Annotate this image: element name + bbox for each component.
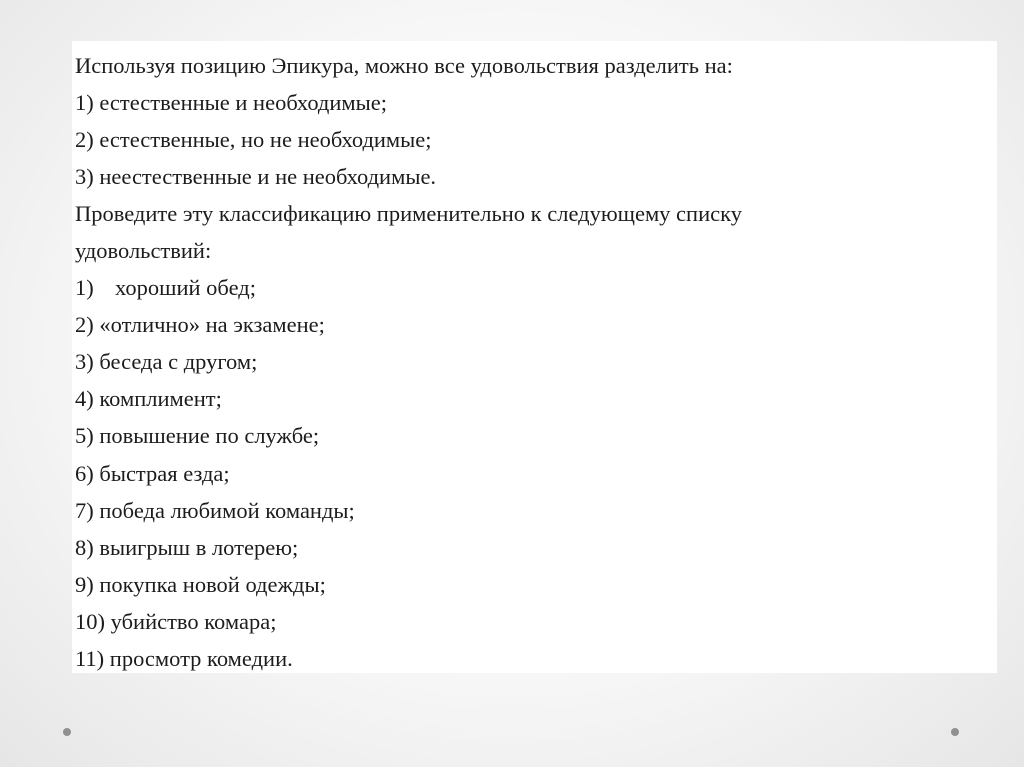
list-item-text: победа любимой команды; bbox=[99, 497, 355, 523]
list-item-number: 9) bbox=[75, 571, 94, 597]
category-item: 3) неестественные и не необходимые. bbox=[75, 164, 437, 190]
slide-card bbox=[72, 41, 997, 673]
list-item-text: убийство комара; bbox=[110, 608, 277, 634]
list-item bbox=[75, 343, 975, 380]
list-item-number: 6) bbox=[75, 460, 94, 486]
list-item-text: «отлично» на экзамене; bbox=[99, 312, 325, 338]
list-item bbox=[75, 455, 975, 492]
list-item-number: 2) bbox=[75, 312, 94, 338]
list-item-text: повышение по службе; bbox=[99, 423, 320, 449]
list-item-number: 7) bbox=[75, 497, 94, 523]
list-item bbox=[75, 306, 975, 343]
category-item: 2) естественные, но не необходимые; bbox=[75, 127, 432, 153]
intro-text: Используя позицию Эпикура, можно все удовольствия разделить на: bbox=[75, 53, 733, 78]
list-item-number: 8) bbox=[75, 534, 94, 560]
list-item bbox=[75, 269, 975, 306]
list-item-number: 5) bbox=[75, 423, 94, 449]
list-item-text: комплимент; bbox=[99, 386, 222, 412]
list-item bbox=[75, 640, 975, 677]
list-item-number: 3) bbox=[75, 349, 94, 375]
list-item-number: 4) bbox=[75, 386, 94, 412]
list-item-text: быстрая езда; bbox=[99, 460, 230, 486]
list-item bbox=[75, 492, 975, 529]
list-item bbox=[75, 417, 975, 454]
list-item bbox=[75, 603, 975, 640]
category-item: 1) естественные и необходимые; bbox=[75, 90, 388, 116]
task-text: Проведите эту классификацию применительно к следующему списку bbox=[75, 201, 742, 227]
list-item-number: 1) bbox=[75, 275, 94, 301]
slide-text bbox=[75, 47, 975, 677]
decorative-dot-left bbox=[63, 728, 71, 736]
list-item-text: беседа с другом; bbox=[99, 349, 258, 375]
list-item-number: 11) bbox=[75, 645, 105, 671]
list-item bbox=[75, 380, 975, 417]
list-item-number: 10) bbox=[75, 608, 105, 634]
list-item-text: выигрыш в лотерею; bbox=[99, 534, 299, 560]
list-item bbox=[75, 529, 975, 566]
list-item bbox=[75, 566, 975, 603]
task-text: удовольствий: bbox=[75, 238, 212, 264]
list-item-text: покупка новой одежды; bbox=[99, 571, 326, 597]
list-item-text: хороший обед; bbox=[115, 275, 256, 301]
decorative-dot-right bbox=[951, 728, 959, 736]
list-item-text: просмотр комедии. bbox=[109, 645, 293, 671]
